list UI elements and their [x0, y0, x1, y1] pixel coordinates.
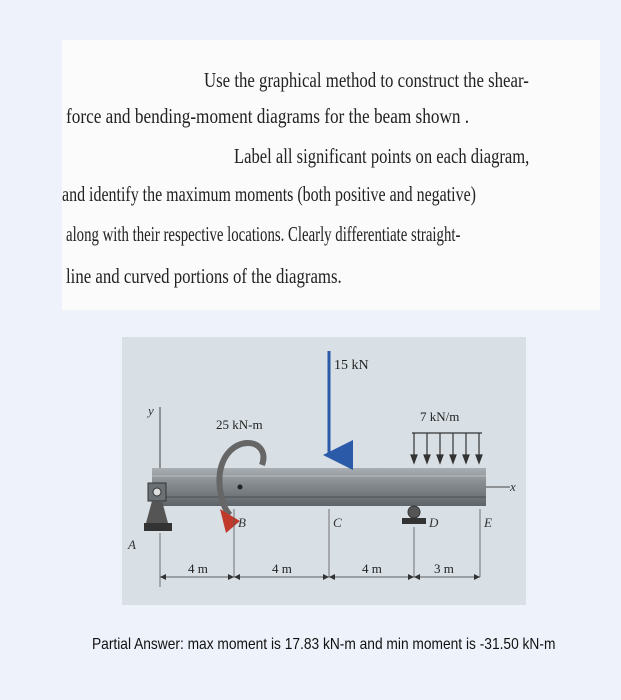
partial-answer: Partial Answer: max moment is 17.83 kN-m and min moment is -31.50 kN-m: [92, 636, 556, 653]
distributed-load-label: 7 kN/m: [420, 409, 460, 424]
point-d-label: D: [429, 515, 439, 530]
beam-drawing: [122, 337, 526, 605]
problem-line-6: line and curved portions of the diagrams.: [66, 264, 342, 288]
beam-figure: [122, 337, 526, 605]
moment-label: 25 kN-m: [216, 417, 263, 432]
problem-line-4: and identify the maximum moments (both positive and negative): [62, 182, 476, 206]
point-load-label: 15 kN: [334, 358, 369, 373]
roller-support-d: [402, 506, 426, 524]
distributed-load-arrows: [411, 433, 482, 463]
span-cd-label: 4 m: [362, 561, 382, 576]
beam: [152, 468, 486, 506]
problem-line-5: along with their respective locations. Clearly differentiate straight-: [66, 222, 461, 246]
point-e-label: E: [484, 515, 492, 530]
problem-line-3: Label all significant points on each diagram,: [234, 144, 530, 168]
x-axis-label: x: [510, 479, 516, 494]
span-de-label: 3 m: [434, 561, 454, 576]
point-a-label: A: [128, 537, 136, 552]
span-bc-label: 4 m: [272, 561, 292, 576]
span-ab-label: 4 m: [188, 561, 208, 576]
problem-line-1: Use the graphical method to construct the shear-: [204, 68, 529, 92]
problem-line-2: force and bending-moment diagrams for the beam shown .: [66, 104, 470, 128]
point-b-label: B: [238, 515, 246, 530]
y-axis-label: y: [148, 403, 154, 418]
point-c-label: C: [333, 515, 342, 530]
problem-statement: [62, 40, 600, 310]
